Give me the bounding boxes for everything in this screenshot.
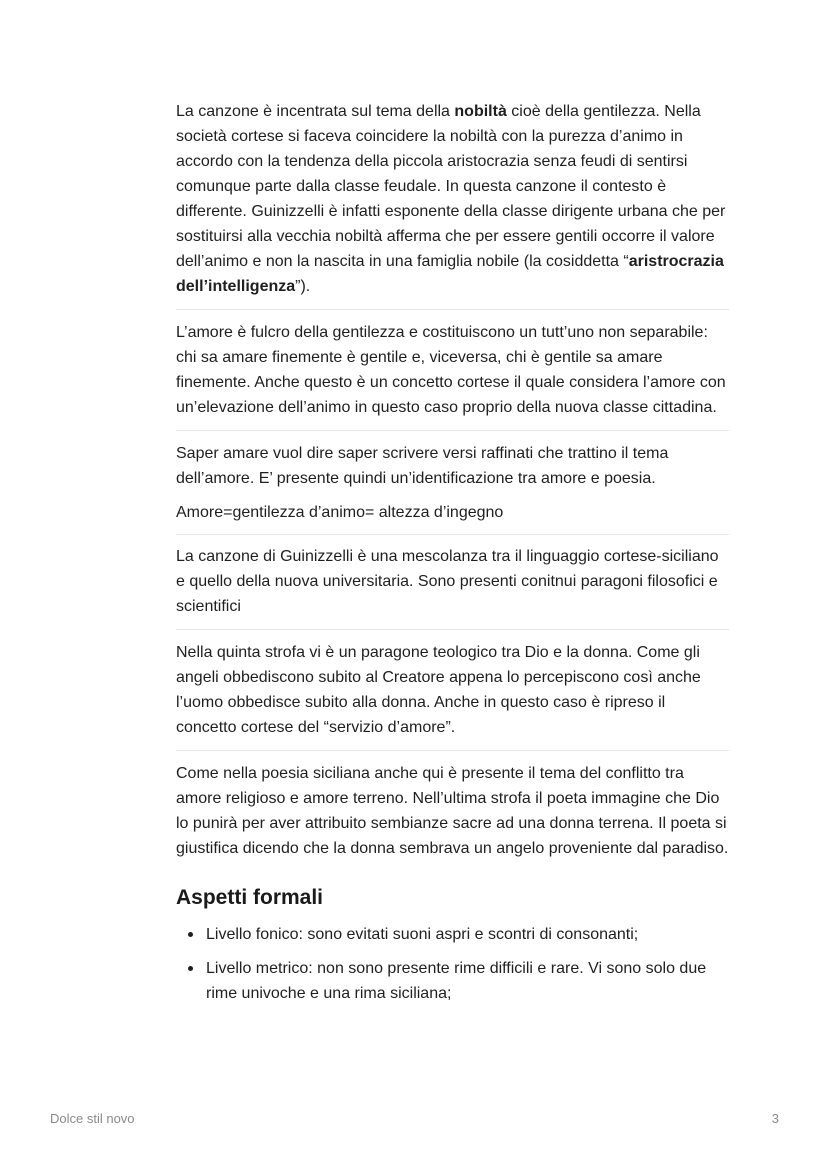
footer-page-number: 3	[771, 1111, 779, 1126]
paragraph-block-amore	[176, 320, 729, 431]
bullet-list	[176, 922, 729, 1006]
list-item: Livello metrico: non sono presente rime difficili e rare. Vi sono solo due rime univoche e una rima siciliana;	[176, 956, 729, 1006]
paragraph-block-teologico	[176, 640, 729, 751]
document-body	[176, 99, 729, 1015]
paragraph-nobilta	[176, 99, 729, 299]
text-run: cioè della gentilezza. Nella società cortese si faceva coincidere la nobiltà con la purezza d’animo in accordo con la tendenza della piccola aristocrazia senza feudi di sentirsi comunque parte dalla classe feudale. In questa canzone il contesto è differente. Guinizzelli è infatti esponente della classe dirigente urbana che per sostituirsi alla vecchia nobiltà afferma che per essere gentili occorre il valore dell’animo e non la nascita in una famiglia nobile (la cosiddetta “	[176, 103, 726, 270]
footer-document-title: Dolce stil novo	[50, 1111, 135, 1126]
paragraph-amore: L’amore è fulcro della gentilezza e costituiscono un tutt’uno non separabile: chi sa amare finemente è gentile e, viceversa, chi è gentile sa amare finemente. Anche questo è un concetto cortese il quale considera l’amore con un’elevazione dell’animo in questo caso proprio della nuova classe cittadina.	[176, 324, 726, 416]
paragraph-equazione: Amore=gentilezza d’animo= altezza d’ingegno	[176, 504, 504, 521]
paragraph-block-poesia	[176, 441, 729, 535]
paragraph-linguaggio: La canzone di Guinizzelli è una mescolanza tra il linguaggio cortese-siciliano e quello della nuova universitaria. Sono presenti conitnui paragoni filosofici e scientifici	[176, 548, 719, 615]
paragraph-teologico: Nella quinta strofa vi è un paragone teologico tra Dio e la donna. Come gli angeli obbediscono subito al Creatore appena lo percepiscono così anche l’uomo obbedisce subito alla donna. Anche in questo caso è ripreso il concetto cortese del “servizio d’amore”.	[176, 644, 701, 736]
paragraph-block-linguaggio	[176, 544, 729, 630]
paragraph-conflitto: Come nella poesia siciliana anche qui è presente il tema del conflitto tra amore religioso e amore terreno. Nell’ultima strofa il poeta immagine che Dio lo punirà per aver attribuito sembianze sacre ad una donna terrena. Il poeta si giustifica dicendo che la donna sembrava un angelo proveniente dal paradiso.	[176, 765, 729, 857]
section-heading: Aspetti formali	[176, 886, 324, 909]
paragraph-poesia: Saper amare vuol dire saper scrivere versi raffinati che trattino il tema dell’amore. E’ presente quindi un’identificazione tra amore e poesia.	[176, 445, 669, 487]
bold-term-aristocrazia: aristrocrazia dell’intelligenza	[176, 253, 724, 295]
text-run: ”).	[295, 278, 311, 295]
text-run: La canzone è incentrata sul tema della	[176, 103, 455, 120]
paragraph-block-conflitto	[176, 761, 729, 865]
paragraph-block-nobilta	[176, 99, 729, 310]
list-item: Livello fonico: sono evitati suoni aspri e scontri di consonanti;	[176, 922, 729, 947]
bold-term-nobilta: nobiltà	[454, 103, 507, 120]
